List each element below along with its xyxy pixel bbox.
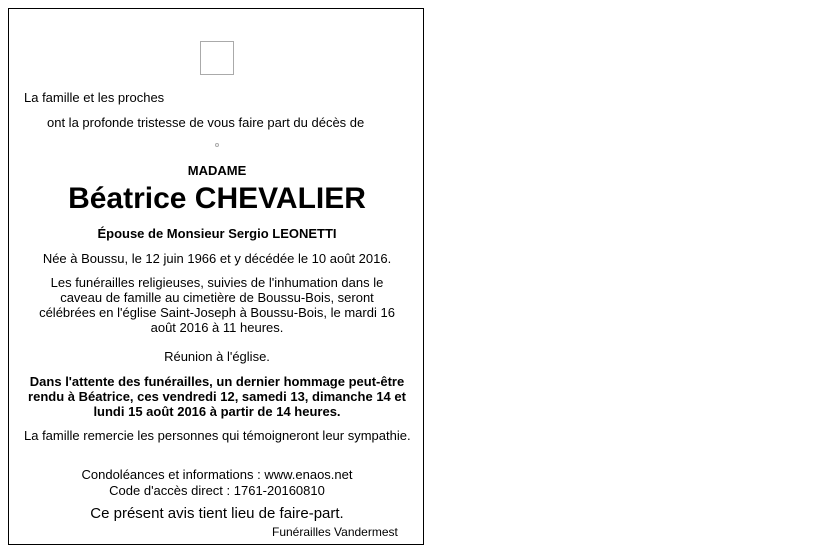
hommage-details: Dans l'attente des funérailles, un dernier hommage peut-être rendu à Béatrice, ces vendredi 12, samedi 13, dimanche 14 et lundi 15 août 2016 à partir de 14 heures. — [28, 374, 406, 419]
photo-placeholder — [200, 41, 234, 75]
honorific: MADAME — [187, 163, 247, 178]
ornament-dot — [215, 143, 219, 147]
spouse-line: Épouse de Monsieur Sergio LEONETTI — [97, 226, 337, 241]
access-code-line: Code d'accès direct : 1761-20160810 — [109, 483, 325, 498]
avis-line: Ce présent avis tient lieu de faire-part. — [90, 505, 344, 522]
death-notice-card — [8, 8, 424, 545]
intro-line-2: ont la profonde tristesse de vous faire part du décès de — [47, 115, 365, 130]
funeral-details: Les funérailles religieuses, suivies de l'inhumation dans le caveau de famille au cimetière de Boussu-Bois, seront célébrées en l'église Saint-Joseph à Boussu-Bois, le mardi 16 août 2016 à 11 heures. — [39, 275, 395, 335]
condolences-line: Condoléances et informations : www.enaos.net — [81, 467, 353, 482]
intro-line-1: La famille et les proches — [24, 90, 165, 105]
birth-death-line: Née à Boussu, le 12 juin 1966 et y décédée le 10 août 2016. — [42, 251, 392, 266]
undertaker-name: Funérailles Vandermest — [272, 525, 398, 539]
reunion-line: Réunion à l'église. — [164, 349, 270, 364]
deceased-name: Béatrice CHEVALIER — [68, 182, 366, 215]
thanks-line: La famille remercie les personnes qui témoigneront leur sympathie. — [24, 428, 411, 443]
